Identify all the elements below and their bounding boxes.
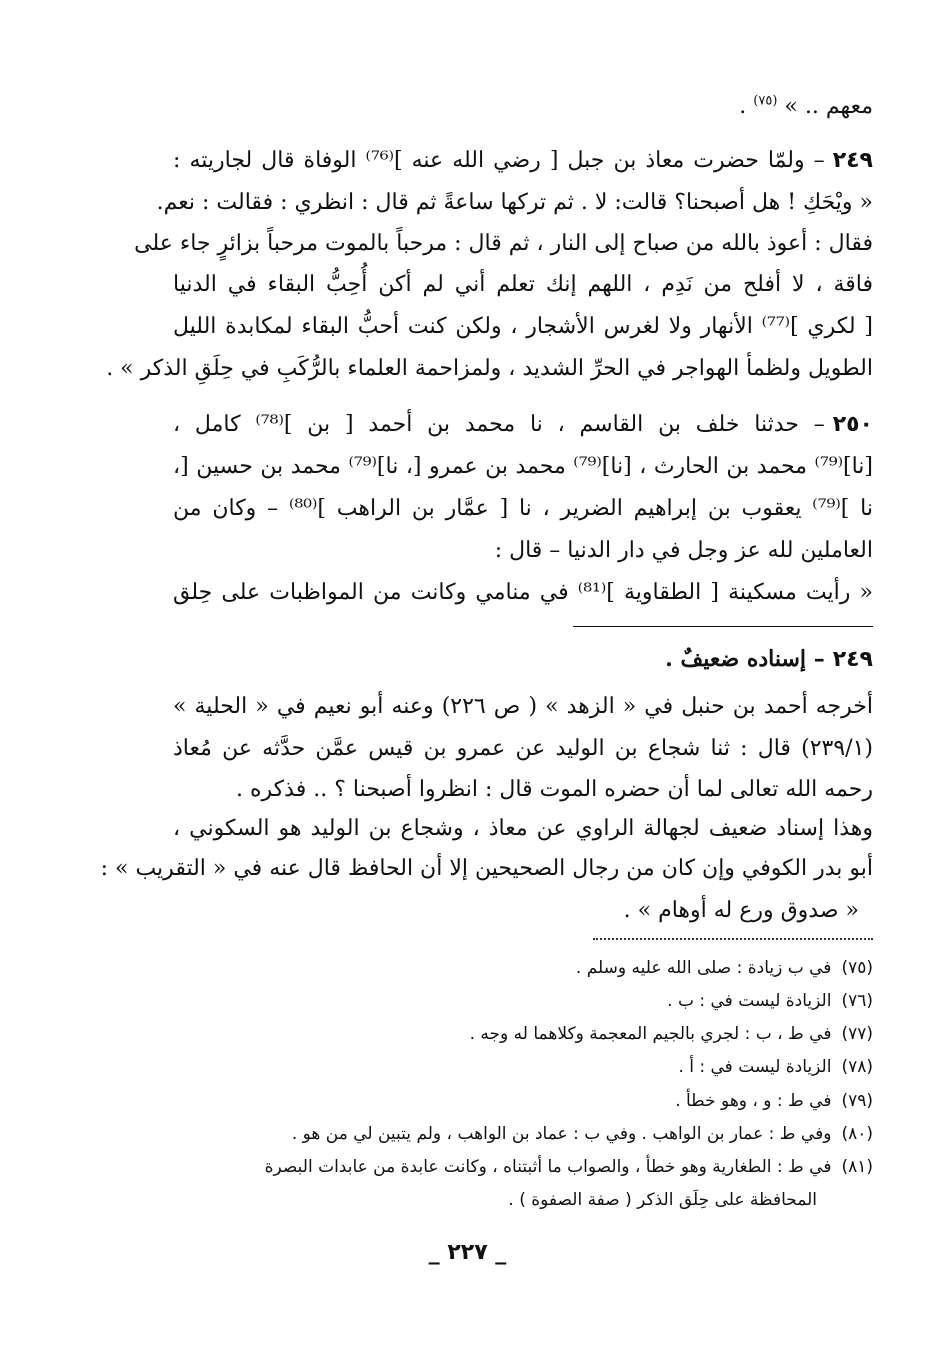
continuation-line: [173, 92, 873, 122]
commentary-text: « صدوق ورع له أوهام » .: [623, 898, 859, 923]
paragraph-number: ٢٥٠: [832, 412, 873, 437]
paragraph-text: فاقة ، لا أفلح من نَدِم ، اللهم إنك تعلم أني لم أكن أُحِبُّ البقاء في الدنيا: [173, 272, 873, 297]
footnote-number: (٧٩): [841, 1091, 873, 1111]
commentary-line: [173, 734, 873, 764]
paragraph-line: [106, 354, 873, 384]
footnote: [153, 1155, 873, 1179]
paragraph-line: [134, 229, 873, 259]
footnote: [153, 989, 873, 1013]
paragraph-line: [173, 452, 873, 482]
footnote-continuation: [97, 1188, 817, 1212]
footnote: [153, 1089, 873, 1113]
paragraph-number: ٢٤٩: [832, 148, 873, 173]
footnote-ref: (٧٥): [753, 93, 778, 109]
commentary-text: أبو بدر الكوفي وإن كان من رجال الصحيحين إلا أن الحافظ قال عنه في « التقريب » :: [100, 856, 873, 881]
footnote-text: الزيادة ليست في : ب .: [667, 991, 832, 1011]
footnote: [153, 1055, 873, 1079]
footnote-number: (٨١): [841, 1157, 873, 1177]
commentary-line: [173, 775, 873, 805]
footnote: [153, 1122, 873, 1146]
footnote-text: في ط : و ، وهو خطأ .: [675, 1091, 832, 1111]
footnote-text: في ط ، ب : لجري بالجيم المعجمة وكلاهما له وجه .: [469, 1024, 832, 1044]
paragraph-line: [173, 578, 873, 608]
commentary-heading-text: – إسناده ضعيفٌ .: [665, 646, 825, 672]
separator-rule: [573, 626, 873, 627]
paragraph-text: – حدثنا خلف بن القاسم ، نا محمد بن أحمد [ بن ]⁽⁷⁸⁾ كامل ،: [173, 412, 825, 437]
commentary-line: [173, 692, 873, 722]
paragraph-text: [ لكري ]⁽⁷⁷⁾ الأنهار ولا لغرس الأشجار ، ولكن كنت أحبُّ البقاء لمكابدة الليل: [173, 314, 873, 339]
commentary-line: [100, 854, 873, 884]
commentary-line: [173, 896, 873, 926]
commentary-heading-number: ٢٤٩: [832, 647, 873, 672]
commentary-line: [173, 814, 873, 844]
paragraph-line: [173, 270, 873, 300]
continuation-tail: .: [739, 94, 754, 119]
paragraph-line: [173, 536, 873, 566]
commentary-text: أخرجه أحمد بن حنبل في « الزهد » ( ص ٢٢٦) وعنه أبو نعيم في « الحلية »: [173, 694, 874, 719]
paragraph-text: العاملين لله عز وجل في دار الدنيا – قال :: [494, 538, 873, 563]
paragraph-text: الطويل ولظمأ الهواجر في الحرِّ الشديد ، ولمزاحمة العلماء بالرُّكَبِ في حِلَقِ الذكر » .: [106, 356, 873, 381]
footnote-text: الزيادة ليست في : أ .: [678, 1057, 832, 1077]
commentary-heading: [173, 644, 873, 675]
paragraph-line: [156, 188, 873, 218]
commentary-text: رحمه الله تعالى لما أن حضره الموت قال : انظروا أصبحنا ؟ .. فذكره .: [236, 777, 873, 802]
footnote: [153, 956, 873, 980]
page-number: _ ٢٢٧ _: [428, 1240, 507, 1265]
paragraph-text: [نا]⁽⁷⁹⁾ محمد بن الحارث ، [نا]⁽⁷⁹⁾ محمد بن عمرو [، نا]⁽⁷⁹⁾ محمد بن حسين [،: [173, 454, 873, 479]
paragraph-text: « رأيت مسكينة [ الطقاوية ]⁽⁸¹⁾ في منامي وكانت من المواظبات على حِلق: [173, 580, 873, 605]
paragraph-text: فقال : أعوذ بالله من صباح إلى النار ، ثم قال : مرحباً بالموت مرحباً بزائرٍ جاء على: [134, 231, 873, 256]
footnote-number: (٧٨): [841, 1057, 873, 1077]
paragraph-text: نا ]⁽⁷⁹⁾ يعقوب بن إبراهيم الضرير ، نا [ عمَّار بن الراهب ]⁽⁸⁰⁾ – وكان من: [173, 496, 873, 521]
footnote-text: في ب زيادة : صلى الله عليه وسلم .: [575, 958, 832, 978]
footnote-number: (٧٥): [841, 958, 873, 978]
paragraph-line: [173, 146, 873, 176]
paragraph-text: – ولمّا حضرت معاذ بن جبل [ رضي الله عنه ]⁽⁷⁶⁾ الوفاة قال لجاريته :: [173, 148, 825, 173]
paragraph-text: « ويْحَكِ ! هل أصبحنا؟ قالت: لا . ثم تركها ساعةً ثم قال : انظري : فقالت : نعم.: [156, 190, 873, 215]
paragraph-line: [173, 494, 873, 524]
footnote-separator: [593, 938, 873, 940]
footnote-text: في ط : الطغارية وهو خطأ ، والصواب ما أثبتناه ، وكانت عابدة من عابدات البصرة: [264, 1157, 832, 1177]
footnote-number: (٧٦): [841, 991, 873, 1011]
paragraph-line: [173, 410, 873, 440]
commentary-text: وهذا إسناد ضعيف لجهالة الراوي عن معاذ ، وشجاع بن الوليد هو السكوني ،: [173, 816, 873, 841]
footnote-number: (٨٠): [841, 1124, 873, 1144]
continuation-text: معهم .. »: [777, 94, 873, 119]
commentary-text: (٢٣٩/١) قال : ثنا شجاع بن الوليد عن عمرو بن قيس عمَّن حدَّثه عن مُعاذ: [173, 736, 873, 761]
footnote: [153, 1022, 873, 1046]
footnote-text: وفي ط : عمار بن الواهب . وفي ب : عماد بن الواهب ، ولم يتبين لي من هو .: [291, 1124, 832, 1144]
paragraph-line: [173, 312, 873, 342]
footnote-text: المحافظة على حِلَق الذكر ( صفة الصفوة ) .: [508, 1190, 817, 1210]
footnote-number: (٧٧): [841, 1024, 873, 1044]
